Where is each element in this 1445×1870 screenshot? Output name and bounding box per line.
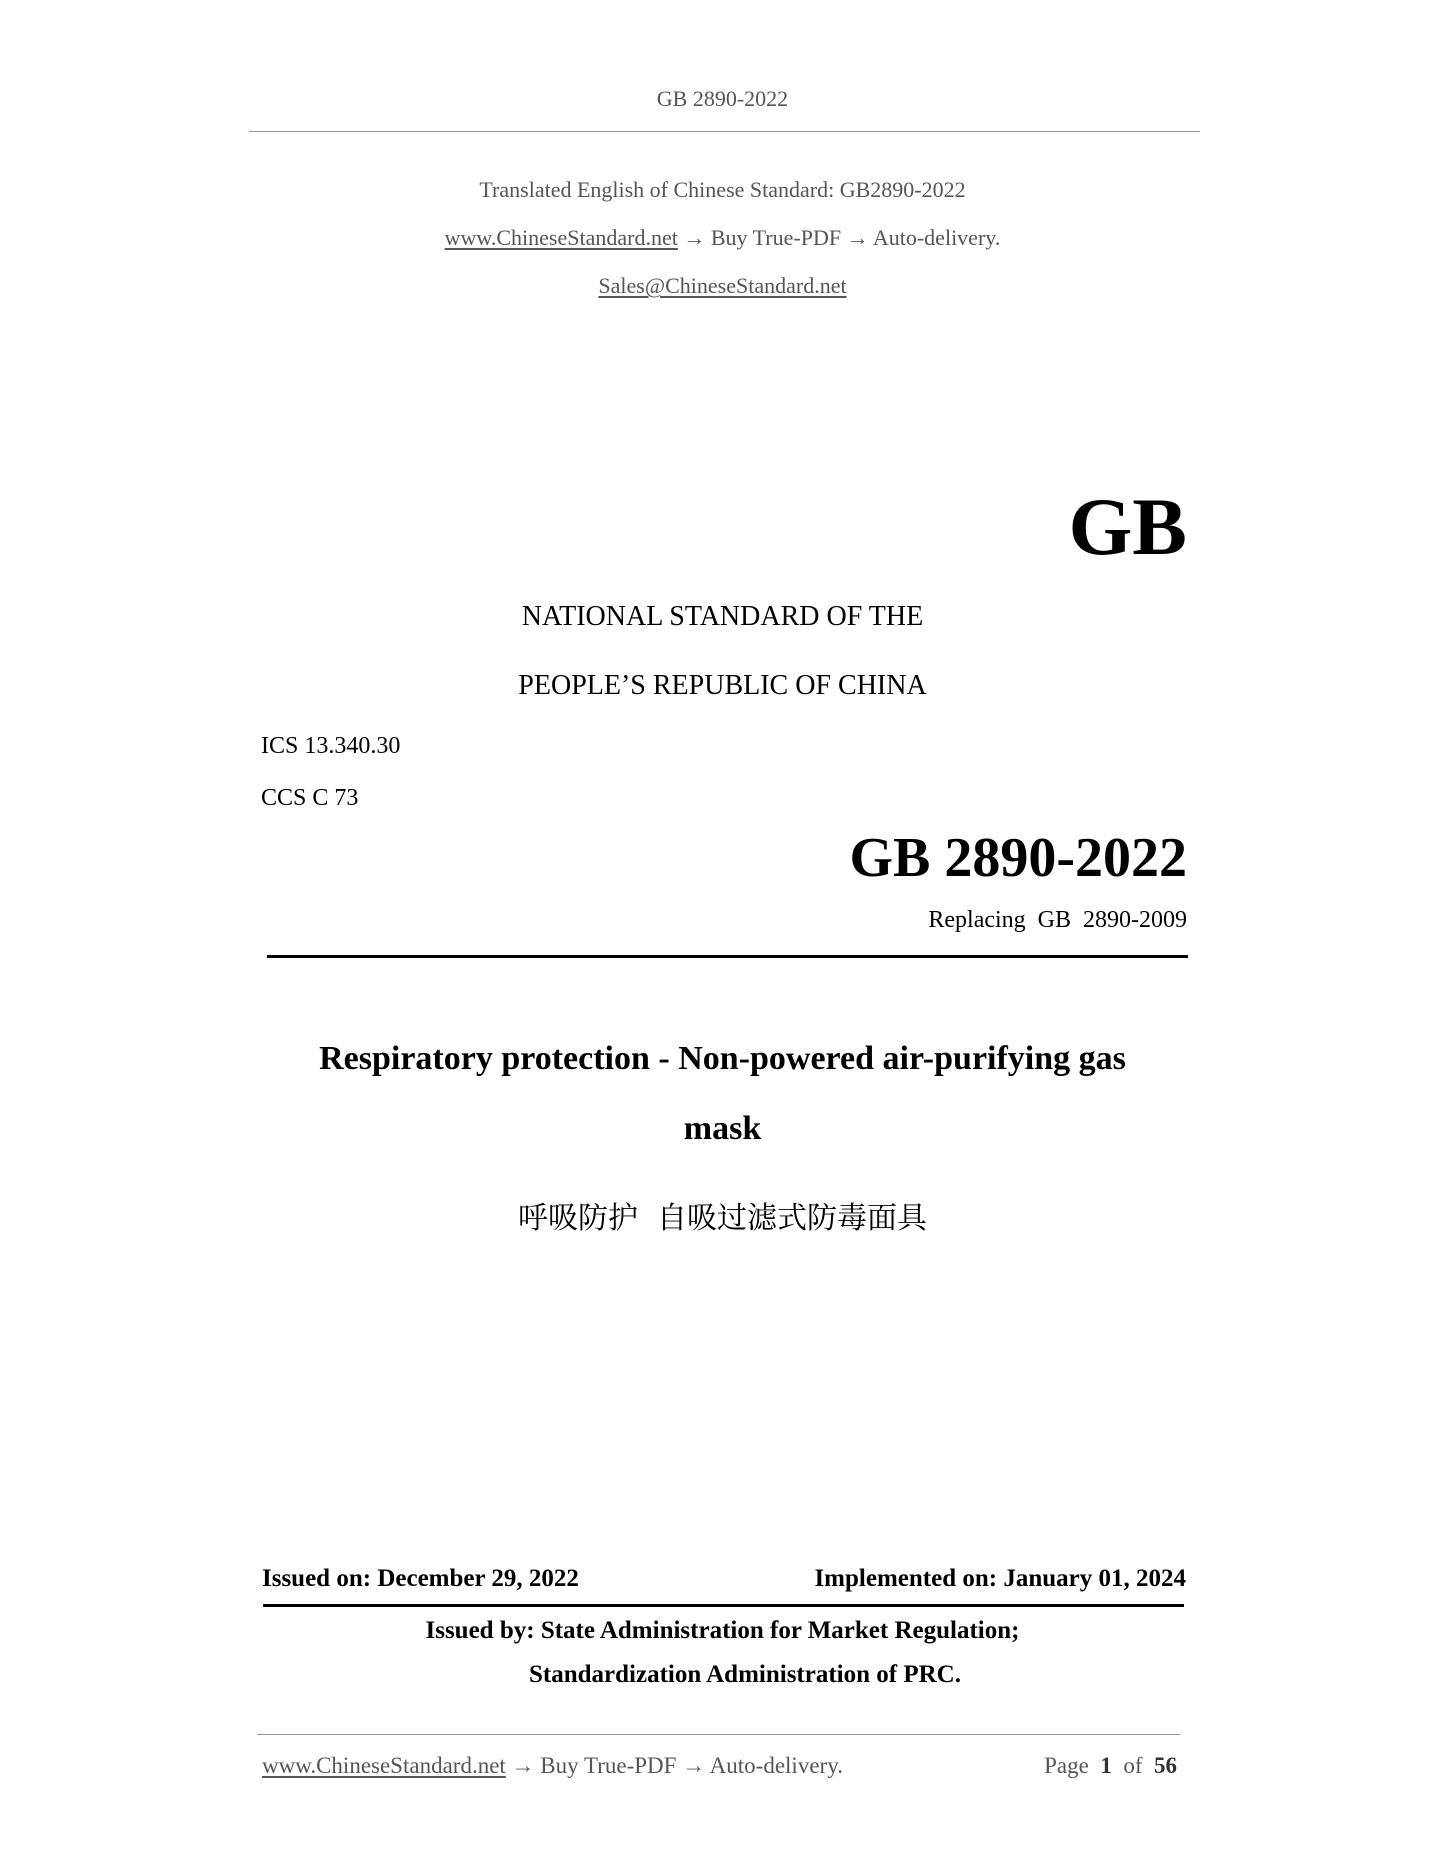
standard-number: GB 2890-2022 xyxy=(849,827,1187,889)
header-divider xyxy=(249,131,1200,132)
footer-divider xyxy=(257,1734,1180,1735)
page-current: 1 xyxy=(1100,1753,1112,1778)
auto-delivery-text: Auto-delivery. xyxy=(872,225,1001,250)
arrow-right-icon: → xyxy=(682,1753,706,1778)
issued-by-line2: Standardization Administration of PRC. xyxy=(529,1661,961,1688)
site-link[interactable]: www.ChineseStandard.net xyxy=(444,225,678,250)
ccs-code: CCS C 73 xyxy=(261,785,359,811)
footer-site-link[interactable]: www.ChineseStandard.net xyxy=(262,1753,506,1778)
page-of: of xyxy=(1123,1753,1143,1778)
issued-on-date: Issued on: December 29, 2022 xyxy=(262,1565,579,1592)
implemented-on-date: Implemented on: January 01, 2024 xyxy=(814,1565,1186,1592)
title-en-line1: Respiratory protection - Non-powered air-purifying gas xyxy=(319,1040,1126,1077)
gb-mark: GB xyxy=(1068,481,1187,572)
national-title-line2: PEOPLE’S REPUBLIC OF CHINA xyxy=(518,670,927,701)
arrow-right-icon: → xyxy=(846,225,869,250)
title-divider xyxy=(267,955,1188,958)
buy-pdf-text: Buy True-PDF xyxy=(710,225,842,250)
title-cn: 呼吸防护 自吸过滤式防毒面具 xyxy=(517,1201,928,1236)
purchase-line xyxy=(0,225,1445,251)
footer-purchase-line xyxy=(262,1753,843,1779)
email-link[interactable]: Sales@ChineseStandard.net xyxy=(598,273,847,298)
translation-notice: Translated English of Chinese Standard: GB2890-2022 xyxy=(479,177,966,202)
replacing-note: Replacing GB 2890-2009 xyxy=(928,907,1187,933)
issued-by-line1: Issued by: State Administration for Market Regulation; xyxy=(425,1617,1020,1644)
footer-buy-pdf-text: Buy True-PDF xyxy=(540,1753,677,1778)
arrow-right-icon: → xyxy=(511,1753,535,1778)
dates-divider xyxy=(263,1604,1184,1607)
page-counter xyxy=(1044,1753,1177,1779)
ics-code: ICS 13.340.30 xyxy=(261,733,401,759)
page-label: Page xyxy=(1044,1753,1089,1778)
running-header: GB 2890-2022 xyxy=(656,86,789,111)
national-title-line1: NATIONAL STANDARD OF THE xyxy=(521,601,924,632)
footer-auto-delivery-text: Auto-delivery. xyxy=(709,1753,843,1778)
arrow-right-icon: → xyxy=(683,225,706,250)
page-total: 56 xyxy=(1154,1753,1177,1778)
title-en-line2: mask xyxy=(683,1110,762,1147)
